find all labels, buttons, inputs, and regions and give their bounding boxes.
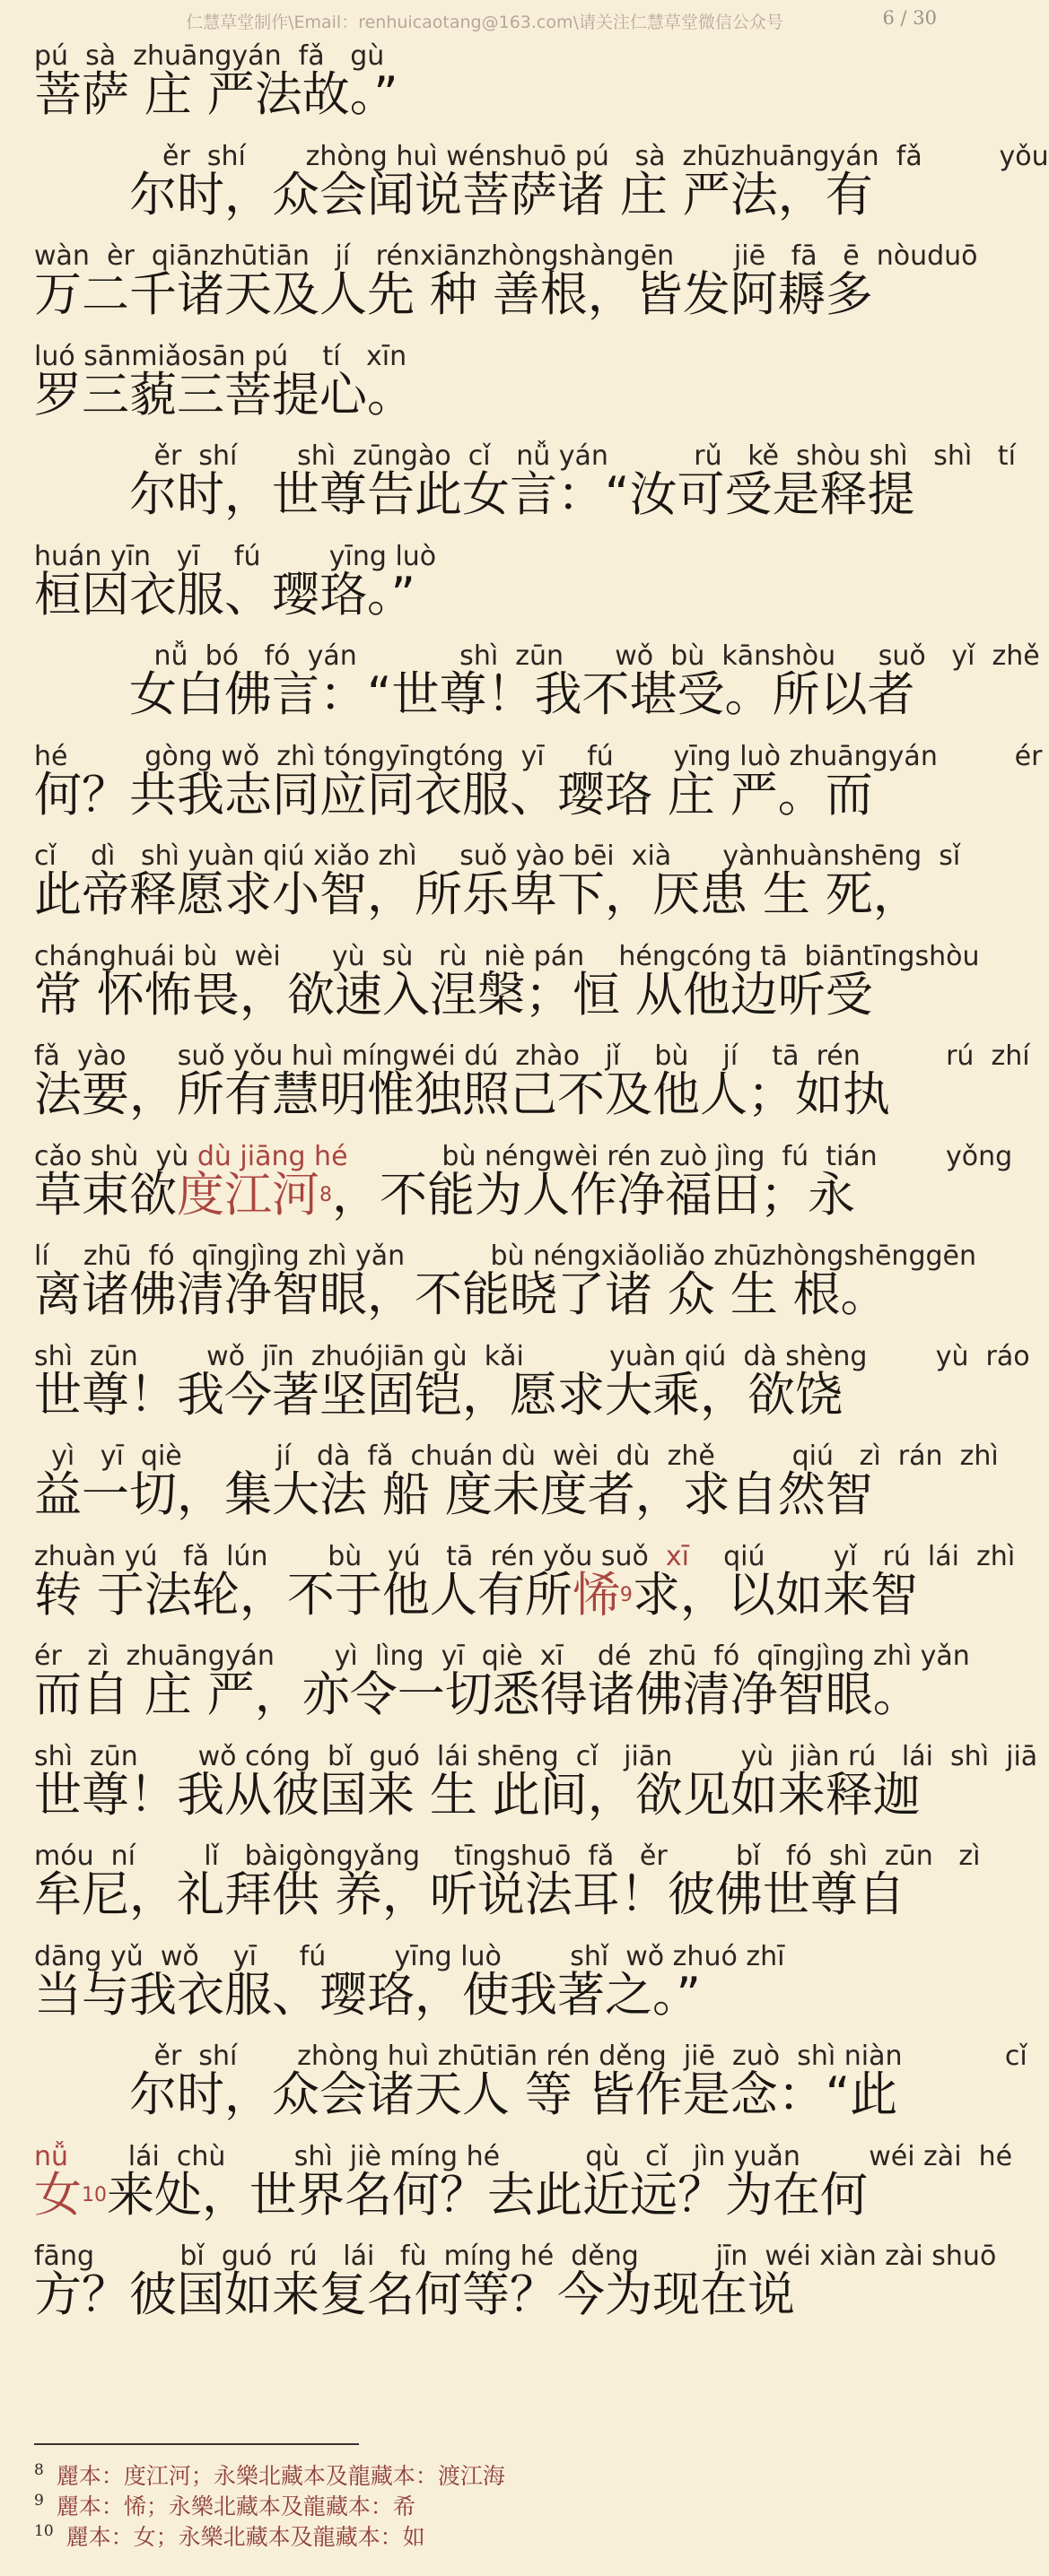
hanzi-line: 尔时，世尊告此女言：“汝可受是释提	[129, 467, 915, 522]
text-line	[34, 1940, 940, 2041]
footnote-ref: 8	[319, 1183, 332, 1206]
pinyin-line: ěr shí zhòng huì zhūtiān rén děng jiē zuò shì niàn cǐ	[34, 2041, 1027, 2072]
hanzi-line: 牟尼，礼拜供 养，听说法耳！彼佛世尊自	[34, 1867, 905, 1922]
variant-pinyin: xī	[665, 1540, 689, 1572]
variant-term: 悕	[572, 1567, 620, 1623]
pinyin-line: shì zūn wǒ cóng bǐ guó lái shēng cǐ jiān yù jiàn rú lái shì jiā	[34, 1740, 1038, 1772]
pinyin-line: ěr shí shì zūngào cǐ nǚ yán rǔ kě shòu shì shì tí	[34, 440, 1016, 472]
footnote-number: 9	[34, 2492, 44, 2510]
pinyin-line: pú sà zhuāngyán fǎ gù	[34, 40, 385, 72]
pinyin-line: fǎ yào suǒ yǒu huì míngwéi dú zhào jǐ bù jí tā rén rú zhí	[34, 1040, 1030, 1072]
pinyin-line: dāng yǔ wǒ yī fú yīng luò shǐ wǒ zhuó zhī	[34, 1940, 785, 1972]
hanzi-segment: 来处，世界名何？去此近远？为在何	[107, 2167, 868, 2223]
hanzi-segment: 草束欲	[34, 1167, 177, 1223]
pinyin-line: nǚ bó fó yán shì zūn wǒ bù kānshòu suǒ yǐ zhě	[34, 640, 1040, 672]
pinyin-line: shì zūn wǒ jīn zhuójiān gù kǎi yuàn qiú dà shèng yù ráo	[34, 1340, 1030, 1372]
hanzi-line: 法要，所有慧明惟独照己不及他人；如执	[34, 1067, 890, 1122]
text-line	[34, 840, 961, 940]
footnote-text: 麗本：悕；永樂北藏本及龍藏本：希	[56, 2493, 415, 2519]
pinyin-line: luó sānmiǎosān pú tí xīn	[34, 340, 407, 372]
footnote-number: 10	[34, 2522, 54, 2540]
text-line	[34, 1740, 1038, 1841]
footnote	[34, 2455, 931, 2489]
pinyin-line: lí zhū fó qīngjìng zhì yǎn bù néngxiǎoliǎo zhūzhòngshēnggēn	[34, 1240, 976, 1272]
pinyin-segment: bù néngwèi rén zuò jìng fú tián yǒng	[347, 1140, 1013, 1172]
pinyin-line: ěr shí zhòng huì wénshuō pú sà zhūzhuāngyán fǎ yǒu	[34, 140, 1049, 172]
hanzi-line: 菩萨 庄 严法故。”	[34, 67, 398, 122]
header-credit: 仁慧草堂制作\Email：renhuicaotang@163.com\请关注仁慧草堂微信公众号	[186, 13, 783, 32]
text-line	[34, 540, 940, 640]
hanzi-line	[34, 2163, 940, 2228]
text-line	[34, 640, 1040, 740]
footnote	[34, 2485, 931, 2519]
text-line	[34, 2140, 1013, 2241]
hanzi-line: 常 怀怖畏，欲速入涅槃；恒 从他边听受	[34, 967, 873, 1023]
text-line	[34, 1640, 970, 1740]
text-line	[34, 1040, 1030, 1140]
text-line	[34, 1540, 1016, 1640]
hanzi-line	[34, 1563, 940, 1628]
hanzi-line: 罗三藐三菩提心。	[34, 367, 415, 422]
hanzi-line: 万二千诸天及人先 种 善根，皆发阿耨多	[34, 267, 873, 322]
hanzi-segment: 求，以如来智	[632, 1567, 918, 1623]
text-line	[34, 340, 940, 440]
hanzi-line: 益一切，集大法 船 度未度者，求自然智	[34, 1467, 873, 1522]
hanzi-line: 桓因衣服、璎珞。”	[34, 567, 415, 622]
pinyin-line: cǐ dì shì yuàn qiú xiǎo zhì suǒ yào bēi xià yànhuànshēng sǐ	[34, 840, 961, 872]
hanzi-line: 尔时，众会诸天人 等 皆作是念：“此	[129, 2067, 898, 2122]
hanzi-line: 尔时，众会闻说菩萨诸 庄 严法，有	[129, 167, 873, 222]
hanzi-line: 离诸佛清净智眼，不能晓了诸 众 生 根。	[34, 1267, 888, 1322]
footnotes	[34, 2455, 931, 2550]
pinyin-line: móu ní lǐ bàigòngyǎng tīngshuō fǎ ěr bǐ fó shì zūn zì	[34, 1841, 981, 1872]
hanzi-line: 何？共我志同应同衣服、璎珞 庄 严。而	[34, 767, 873, 822]
text-line	[34, 439, 1016, 540]
hanzi-segment: 转 于法轮，不于他人有所	[34, 1567, 573, 1623]
footnote-divider	[34, 2443, 359, 2445]
text-line	[34, 740, 1043, 840]
hanzi-line: 而自 庄 严，亦令一切悉得诸佛清净智眼。	[34, 1667, 921, 1722]
pinyin-line: yì yī qiè jí dà fǎ chuán dù wèi dù zhě qiú zì rán zhì	[34, 1440, 999, 1472]
pinyin-line: fāng bǐ guó rú lái fù míng hé děng jīn wéi xiàn zài shuō	[34, 2241, 997, 2272]
footnote-text: 麗本：度江河；永樂北藏本及龍藏本：渡江海	[56, 2463, 505, 2489]
pinyin-segment: lái chù shì jiè míng hé qù cǐ jìn yuǎn wéi zài hé	[68, 2140, 1013, 2172]
pinyin-line: hé gòng wǒ zhì tóngyīngtóng yī fú yīng luò zhuāngyán ér	[34, 740, 1043, 772]
text-line	[34, 2240, 997, 2340]
pinyin-line: chánghuái bù wèi yù sù rù niè pán héngcóng tā biāntīngshòu	[34, 940, 980, 972]
text-line	[34, 1240, 976, 1340]
pinyin-line: wàn èr qiānzhūtiān jí rénxiānzhòngshàngēn jiē fā ē nòuduō	[34, 240, 978, 272]
text-line	[34, 1440, 999, 1540]
text-line	[34, 239, 978, 340]
footnote-number: 8	[34, 2461, 44, 2479]
text-line	[34, 1140, 1013, 1240]
variant-term: 女	[34, 2167, 82, 2223]
scripture-text	[34, 39, 1049, 2340]
footnote-ref: 10	[82, 2183, 107, 2206]
pinyin-line: huán yīn yī fú yīng luò	[34, 540, 437, 572]
hanzi-line	[34, 1163, 940, 1228]
text-line	[34, 1840, 981, 1940]
variant-term: 度江河	[177, 1167, 319, 1223]
footnote-ref: 9	[619, 1583, 633, 1606]
pinyin-segment: zhuàn yú fǎ lún bù yú tā rén yǒu suǒ	[34, 1540, 666, 1572]
footnote-text: 麗本：女；永樂北藏本及龍藏本：如	[66, 2524, 425, 2550]
pinyin-line: ér zì zhuāngyán yì lìng yī qiè xī dé zhū fó qīngjìng zhì yǎn	[34, 1640, 970, 1672]
text-line	[34, 940, 980, 1040]
variant-pinyin: dù jiāng hé	[197, 1140, 348, 1172]
hanzi-line: 世尊！我今著坚固铠，愿求大乘，欲饶	[34, 1367, 843, 1423]
hanzi-line: 当与我衣服、璎珞，使我著之。”	[34, 1967, 701, 2023]
footnote	[34, 2516, 931, 2550]
hanzi-line: 女白佛言：“世尊！我不堪受。所以者	[129, 667, 915, 722]
hanzi-line: 方？彼国如来复名何等？今为现在说	[34, 2267, 795, 2322]
text-line	[34, 1340, 1030, 1440]
text-line	[34, 39, 940, 140]
pinyin-segment: cǎo shù yù	[34, 1140, 197, 1172]
hanzi-segment: ，不能为人作净福田；永	[332, 1167, 855, 1223]
text-line	[34, 140, 1049, 240]
variant-pinyin: nǚ	[34, 2140, 69, 2172]
page-number: 6 / 30	[882, 7, 937, 29]
text-line	[34, 2040, 1027, 2140]
hanzi-line: 世尊！我从彼国来 生 此间，欲见如来释迦	[34, 1767, 921, 1823]
hanzi-line: 此帝释愿求小智，所乐卑下，厌患 生 死，	[34, 867, 921, 922]
pinyin-segment: qiú yǐ rú lái zhì	[688, 1540, 1016, 1572]
